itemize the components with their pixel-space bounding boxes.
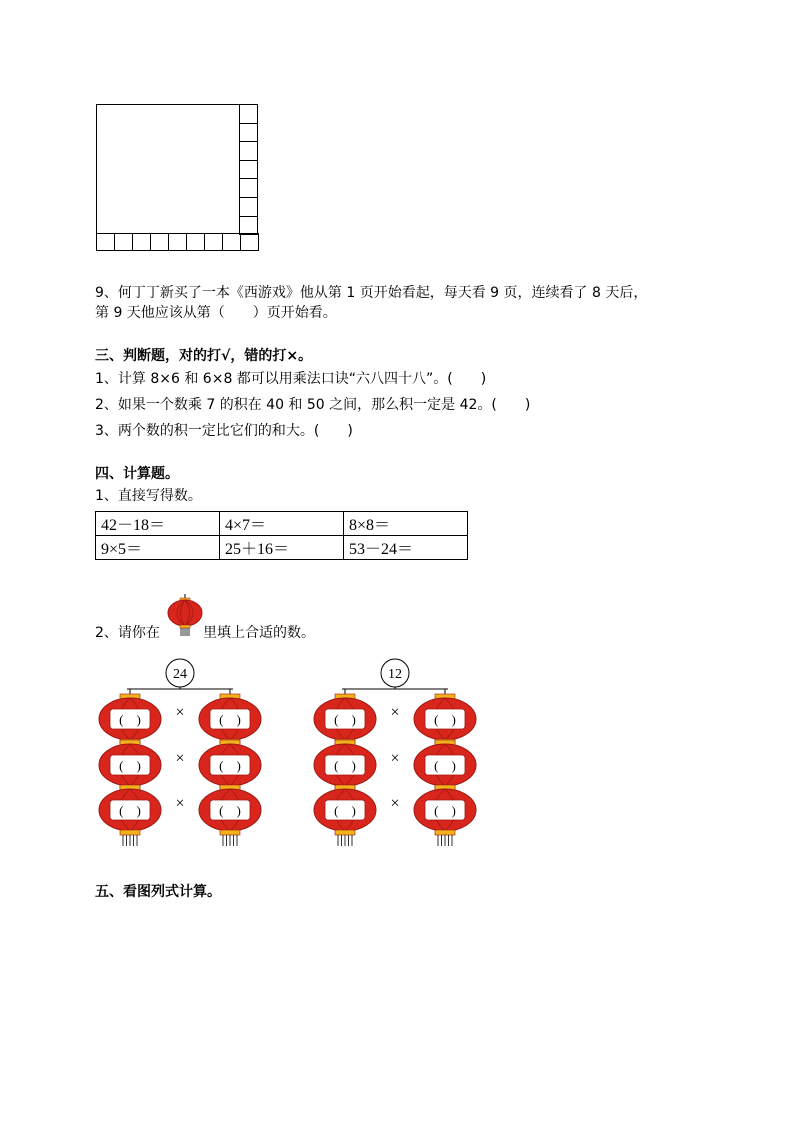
answer-slot-parens: ( ): [119, 712, 141, 727]
multiply-sign: ×: [175, 704, 185, 721]
multiply-sign: ×: [390, 750, 400, 767]
lantern-tassel: [123, 835, 137, 846]
small-square: [222, 233, 241, 251]
small-square: [239, 160, 258, 180]
answer-slot-parens: ( ): [219, 758, 241, 773]
small-square: [168, 233, 187, 251]
lantern-tree-2: [311, 656, 477, 856]
lantern: [199, 785, 261, 846]
section-4-title: 四、计算题。: [95, 466, 179, 482]
answer-slot-parens: ( ): [119, 803, 141, 818]
calc-q2-suffix: 里填上合适的数。: [203, 625, 315, 641]
lantern: [414, 694, 476, 744]
lantern: [414, 740, 476, 790]
small-square: [204, 233, 223, 251]
small-square: [150, 233, 169, 251]
lantern-tassel: [223, 835, 237, 846]
small-square: [132, 233, 151, 251]
answer-slot-parens: ( ): [434, 803, 456, 818]
lantern: [314, 785, 376, 846]
lantern-tree-1: [96, 656, 262, 856]
table-cell: 25＋16＝: [220, 536, 344, 560]
small-square: [239, 141, 258, 161]
table-row: [96, 536, 468, 560]
lantern-icon: [166, 594, 204, 638]
lantern: [199, 694, 261, 744]
lantern: [99, 785, 161, 846]
answer-slot-parens: ( ): [334, 712, 356, 727]
lantern: [414, 785, 476, 846]
multiply-sign: ×: [390, 704, 400, 721]
section-5-title: 五、看图列式计算。: [95, 884, 221, 900]
calc-q1-label: 1、直接写得数。: [95, 488, 202, 504]
small-square: [239, 123, 258, 143]
lantern: [314, 694, 376, 744]
product-value: 12: [388, 667, 402, 682]
question-9-line-2: 第 9 天他应该从第（ ）页开始看。: [95, 305, 337, 321]
answer-slot-parens: ( ): [334, 758, 356, 773]
small-square: [239, 104, 258, 124]
product-value: 24: [173, 667, 187, 682]
table-cell: 9×5＝: [96, 536, 220, 560]
question-9-line-1: 9、何丁丁新买了一本《西游戏》他从第 1 页开始看起，每天看 9 页，连续看了 8 天后，: [95, 285, 648, 301]
table-row: [96, 512, 468, 536]
judge-item-3: 3、两个数的积一定比它们的和大。( ): [95, 423, 353, 439]
lantern-tassel: [438, 835, 452, 846]
lantern-tassel: [338, 835, 352, 846]
calc-table: [95, 511, 468, 560]
lantern: [199, 740, 261, 790]
table-cell: 4×7＝: [220, 512, 344, 536]
answer-slot-parens: ( ): [434, 712, 456, 727]
table-cell: 53－24＝: [344, 536, 468, 560]
lantern: [314, 740, 376, 790]
multiply-sign: ×: [390, 795, 400, 812]
calc-q2-prefix: 2、请你在: [95, 625, 160, 641]
judge-item-1: 1、计算 8×6 和 6×8 都可以用乘法口诀“六八四十八”。( ): [95, 371, 487, 387]
lantern: [99, 740, 161, 790]
table-cell: 42－18＝: [96, 512, 220, 536]
answer-slot-parens: ( ): [119, 758, 141, 773]
lantern: [99, 694, 161, 744]
answer-slot-parens: ( ): [334, 803, 356, 818]
small-square: [239, 197, 258, 217]
answer-slot-parens: ( ): [219, 803, 241, 818]
multiply-sign: ×: [175, 795, 185, 812]
answer-slot-parens: ( ): [434, 758, 456, 773]
small-square: [96, 233, 115, 251]
small-square: [239, 178, 258, 198]
judge-item-2: 2、如果一个数乘 7 的积在 40 和 50 之间，那么积一定是 42。( ): [95, 397, 531, 413]
small-square: [186, 233, 205, 251]
table-cell: 8×8＝: [344, 512, 468, 536]
section-3-title: 三、判断题，对的打√，错的打×。: [95, 348, 313, 364]
small-square: [240, 233, 259, 251]
multiply-sign: ×: [175, 750, 185, 767]
large-square: [96, 104, 240, 234]
grid-figure: [96, 104, 258, 251]
answer-slot-parens: ( ): [219, 712, 241, 727]
small-square: [114, 233, 133, 251]
